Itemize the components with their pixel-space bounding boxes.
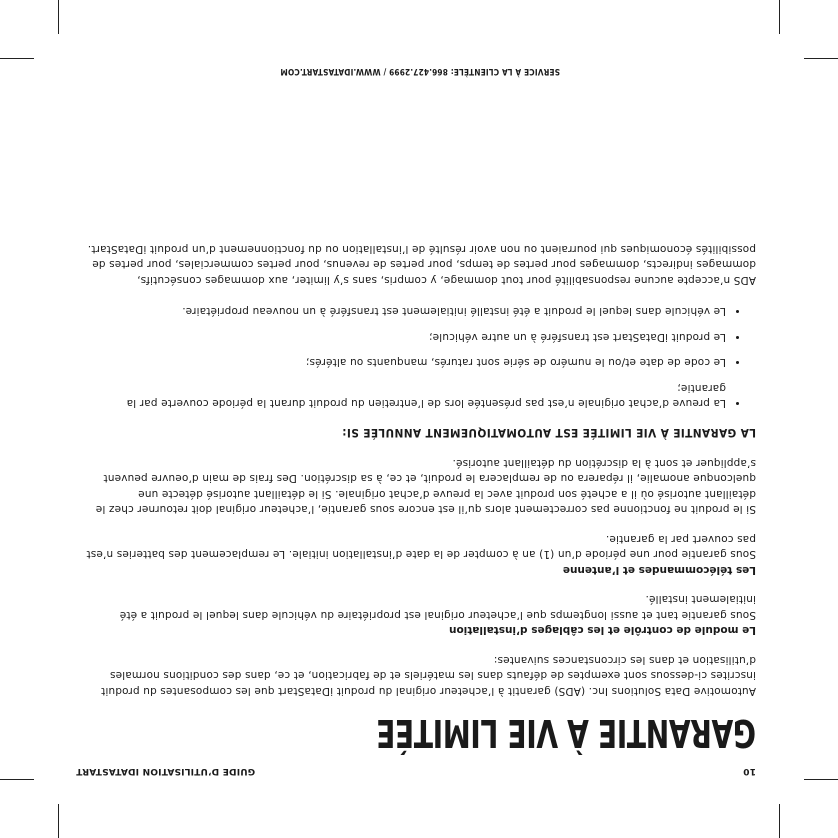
intro-paragraph: Automotive Data Solutions Inc. (ADS) garantit à l’acheteur original du produit iDataStart que les composantes du produit inscrites ci-dessous sont exemptes de défauts dans les matériels et de fabrication, et ce, dans des conditions normales d’utilisation et dans les circonstances suivantes: <box>101 654 756 697</box>
document-body <box>76 227 756 777</box>
running-footer <box>280 66 560 76</box>
crop-mark-bottom-right <box>58 0 59 34</box>
service-paragraph: Si le produit ne fonctionne pas correctement alors qu’il est encore sous garantie, l’acheteur original doit retourner chez le détaillant autorisé où il a acheté son produit avec la preuve d’achat originale. Si le détaillant autorisé détecte une quelconque anomalie, il réparera ou de remplacera le produit, et ce, à sa discrétion. Des frais de main d’oeuvre peuvent s’appliquer et sont à la discrétion du détaillant autorisé. <box>95 457 756 516</box>
website-link[interactable]: WWW.IDATASTART.COM <box>280 66 381 76</box>
void-conditions-list <box>76 303 756 411</box>
crop-mark-top-right-h <box>0 779 34 780</box>
section-heading-remotes: Les télécommandes et l’antenne <box>562 564 756 576</box>
liability-paragraph: ADS n’accepte aucune responsabilité pour tout dommage, y compris, sans s’y limiter, aux dommages consécutifs, dommages indirects, dommages pour pertes de temps, pour pertes de revenus, pour pertes commerciales, pour pertes de possibilités économiques qui pourraient ou non avoir résulté de l’installation ou du fonctionnement d’un produit iDataStart. <box>87 243 756 286</box>
crop-mark-bottom-left-h <box>804 58 838 59</box>
section-text-remotes: Sous garantie pour une période d’un (1) an à compter de la date d’installation initiale. Le remplacement des batteries n’est pas couvert par la garantie. <box>86 533 756 561</box>
crop-mark-bottom-left <box>779 0 780 34</box>
void-condition-item: • La preuve d’achat originale n’est pas présentée lors de l’entretien du produit durant la période couverte par la garantie; <box>76 380 726 411</box>
void-condition-item: • Le code de date et/ou le numéro de série sont raturés, manquants ou altérés; <box>76 354 726 370</box>
running-header <box>76 766 756 776</box>
void-condition-item: • Le véhicule dans lequel le produit a été installé initialement est transféré à un nouveau propriétaire. <box>76 303 726 319</box>
guide-title: GUIDE D’UTILISATION IDATASTART <box>76 766 256 776</box>
page-number: 10 <box>743 766 756 776</box>
service-label: SERVICE À LA CLIENTÈLE: 866.427.2999 / <box>380 66 560 76</box>
page-title: GARANTIE À VIE LIMITÉE <box>376 711 756 755</box>
crop-mark-bottom-right-h <box>0 58 34 59</box>
void-condition-item: • Le produit iDataStart est transféré à un autre véhicule; <box>76 329 726 345</box>
crop-mark-top-left <box>779 804 780 838</box>
section-text-module: Sous garantie tant et aussi longtemps que l’acheteur original est propriétaire du véhicule dans lequel le produit a été initialement installé. <box>119 593 756 621</box>
void-heading: LA GARANTIE À VIE LIMITÉE EST AUTOMATIQUEMENT ANNULÉE SI: <box>341 426 756 441</box>
crop-mark-top-right <box>58 804 59 838</box>
section-heading-module: Le module de contrôle et les câblages d’installation <box>449 624 756 637</box>
crop-mark-top-left-h <box>804 779 838 780</box>
